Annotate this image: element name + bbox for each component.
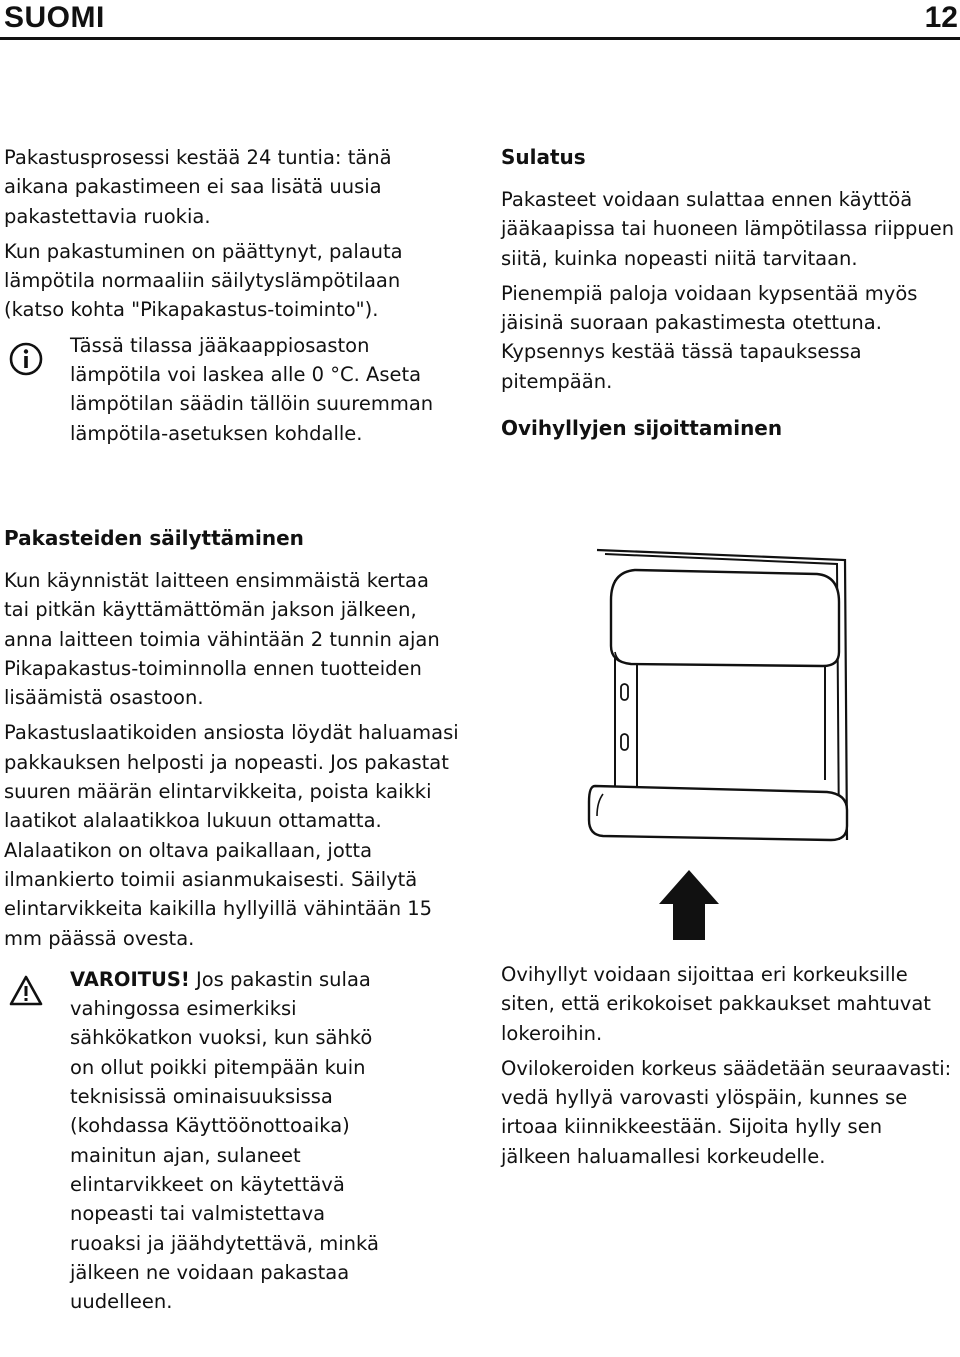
- door-shelves-section: [501, 960, 957, 1177]
- warning-label: VAROITUS!: [70, 967, 190, 991]
- info-icon: [8, 341, 44, 377]
- rail-slot: [621, 684, 628, 700]
- page-number: 12: [924, 1, 958, 34]
- thaw-paragraph-2: Pienempiä paloja voidaan kypsentää myös jäisinä suoraan pakastimesta otettuna. Kypsennys kestää tässä tapauksessa pitempään.: [501, 281, 918, 393]
- header-rule: [0, 37, 960, 40]
- storage-drawers-paragraph: Pakastuslaatikoiden ansiosta löydät haluamasi pakkauksen helposti ja nopeasti. Jos pakastat suuren määrän elintarvikkeita, poista kaikki laatikot alalaatikkoa lukuun ottamatta. Alalaatikon on oltava paikallaan, jotta ilmankierto toimii asianmukaisesti. Säilytä elintarvikkeita kaikilla hyllyillä vähintään 15 mm päässä ovesta.: [4, 721, 459, 950]
- thaw-paragraph-1: Pakasteet voidaan sulattaa ennen käyttöä jääkaapissa tai huoneen lämpötilassa riippuen siitä, kuinka nopeasti niitä tarvitaan.: [501, 188, 955, 270]
- language-label: SUOMI: [4, 1, 105, 34]
- freezing-duration-paragraph: Pakastusprosessi kestää 24 tuntia: tänä aikana pakastimeen ei saa lisätä uusia pakastettavia ruokia.: [4, 146, 392, 228]
- warning-notice: [4, 965, 460, 1317]
- door-shelves-paragraph-2: Ovilokeroiden korkeus säädetään seuraavasti: vedä hyllyä varovasti ylöspäin, kunnes se irtoaa kiinnikkeestään. Sijoita hylly sen jälkeen haluamallesi korkeudelle.: [501, 1056, 952, 1168]
- door-shelf-illustration: [585, 540, 875, 940]
- door-shelves-paragraph-1: Ovihyllyt voidaan sijoittaa eri korkeuksille siten, että erikokoiset pakkaukset mahtuvat lokeroihin.: [501, 963, 931, 1045]
- rail-slot: [621, 734, 628, 750]
- up-arrow-icon: [659, 870, 719, 940]
- left-column: [4, 143, 456, 454]
- storage-first-use-paragraph: Kun käynnistät laitteen ensimmäistä kertaa tai pitkän käyttämättömän jakson jälkeen, anna laitteen toimia vähintään 2 tunnin ajan Pikapakastus-toiminnolla ennen tuotteiden lisäämistä osastoon.: [4, 569, 440, 710]
- info-notice: [4, 331, 456, 448]
- warning-text: [70, 965, 400, 1317]
- warning-body: Jos pakastin sulaa vahingossa esimerkiksi sähkökatkon vuoksi, kun sähkö on ollut poikki pitempään kuin teknisissä ominaisuuksissa (kohdassa Käyttöönottoaika) mainitun ajan, sulaneet elintarvikkeet on käytettävä nopeasti tai valmistettava ruoaksi ja jäähdytettävä, minkä jälkeen ne voidaan pakastaa uudelleen.: [70, 967, 379, 1314]
- restore-temperature-paragraph: Kun pakastuminen on päättynyt, palauta lämpötila normaaliin säilytyslämpötilaan (katso kohta "Pikapakastus-toiminto").: [4, 239, 403, 322]
- warning-triangle-icon: [8, 973, 44, 1009]
- thaw-section: [501, 143, 957, 443]
- storage-heading: Pakasteiden säilyttäminen: [4, 526, 304, 550]
- storage-section: [4, 524, 460, 1322]
- page-header: [0, 0, 960, 36]
- info-notice-text: Tässä tilassa jääkaappiosaston lämpötila voi laskea alle 0 °C. Aseta lämpötilan säädin tällöin suuremman lämpötila-asetuksen kohdalle.: [70, 333, 434, 445]
- thaw-heading: Sulatus: [501, 145, 586, 169]
- door-shelves-heading: Ovihyllyjen sijoittaminen: [501, 416, 783, 441]
